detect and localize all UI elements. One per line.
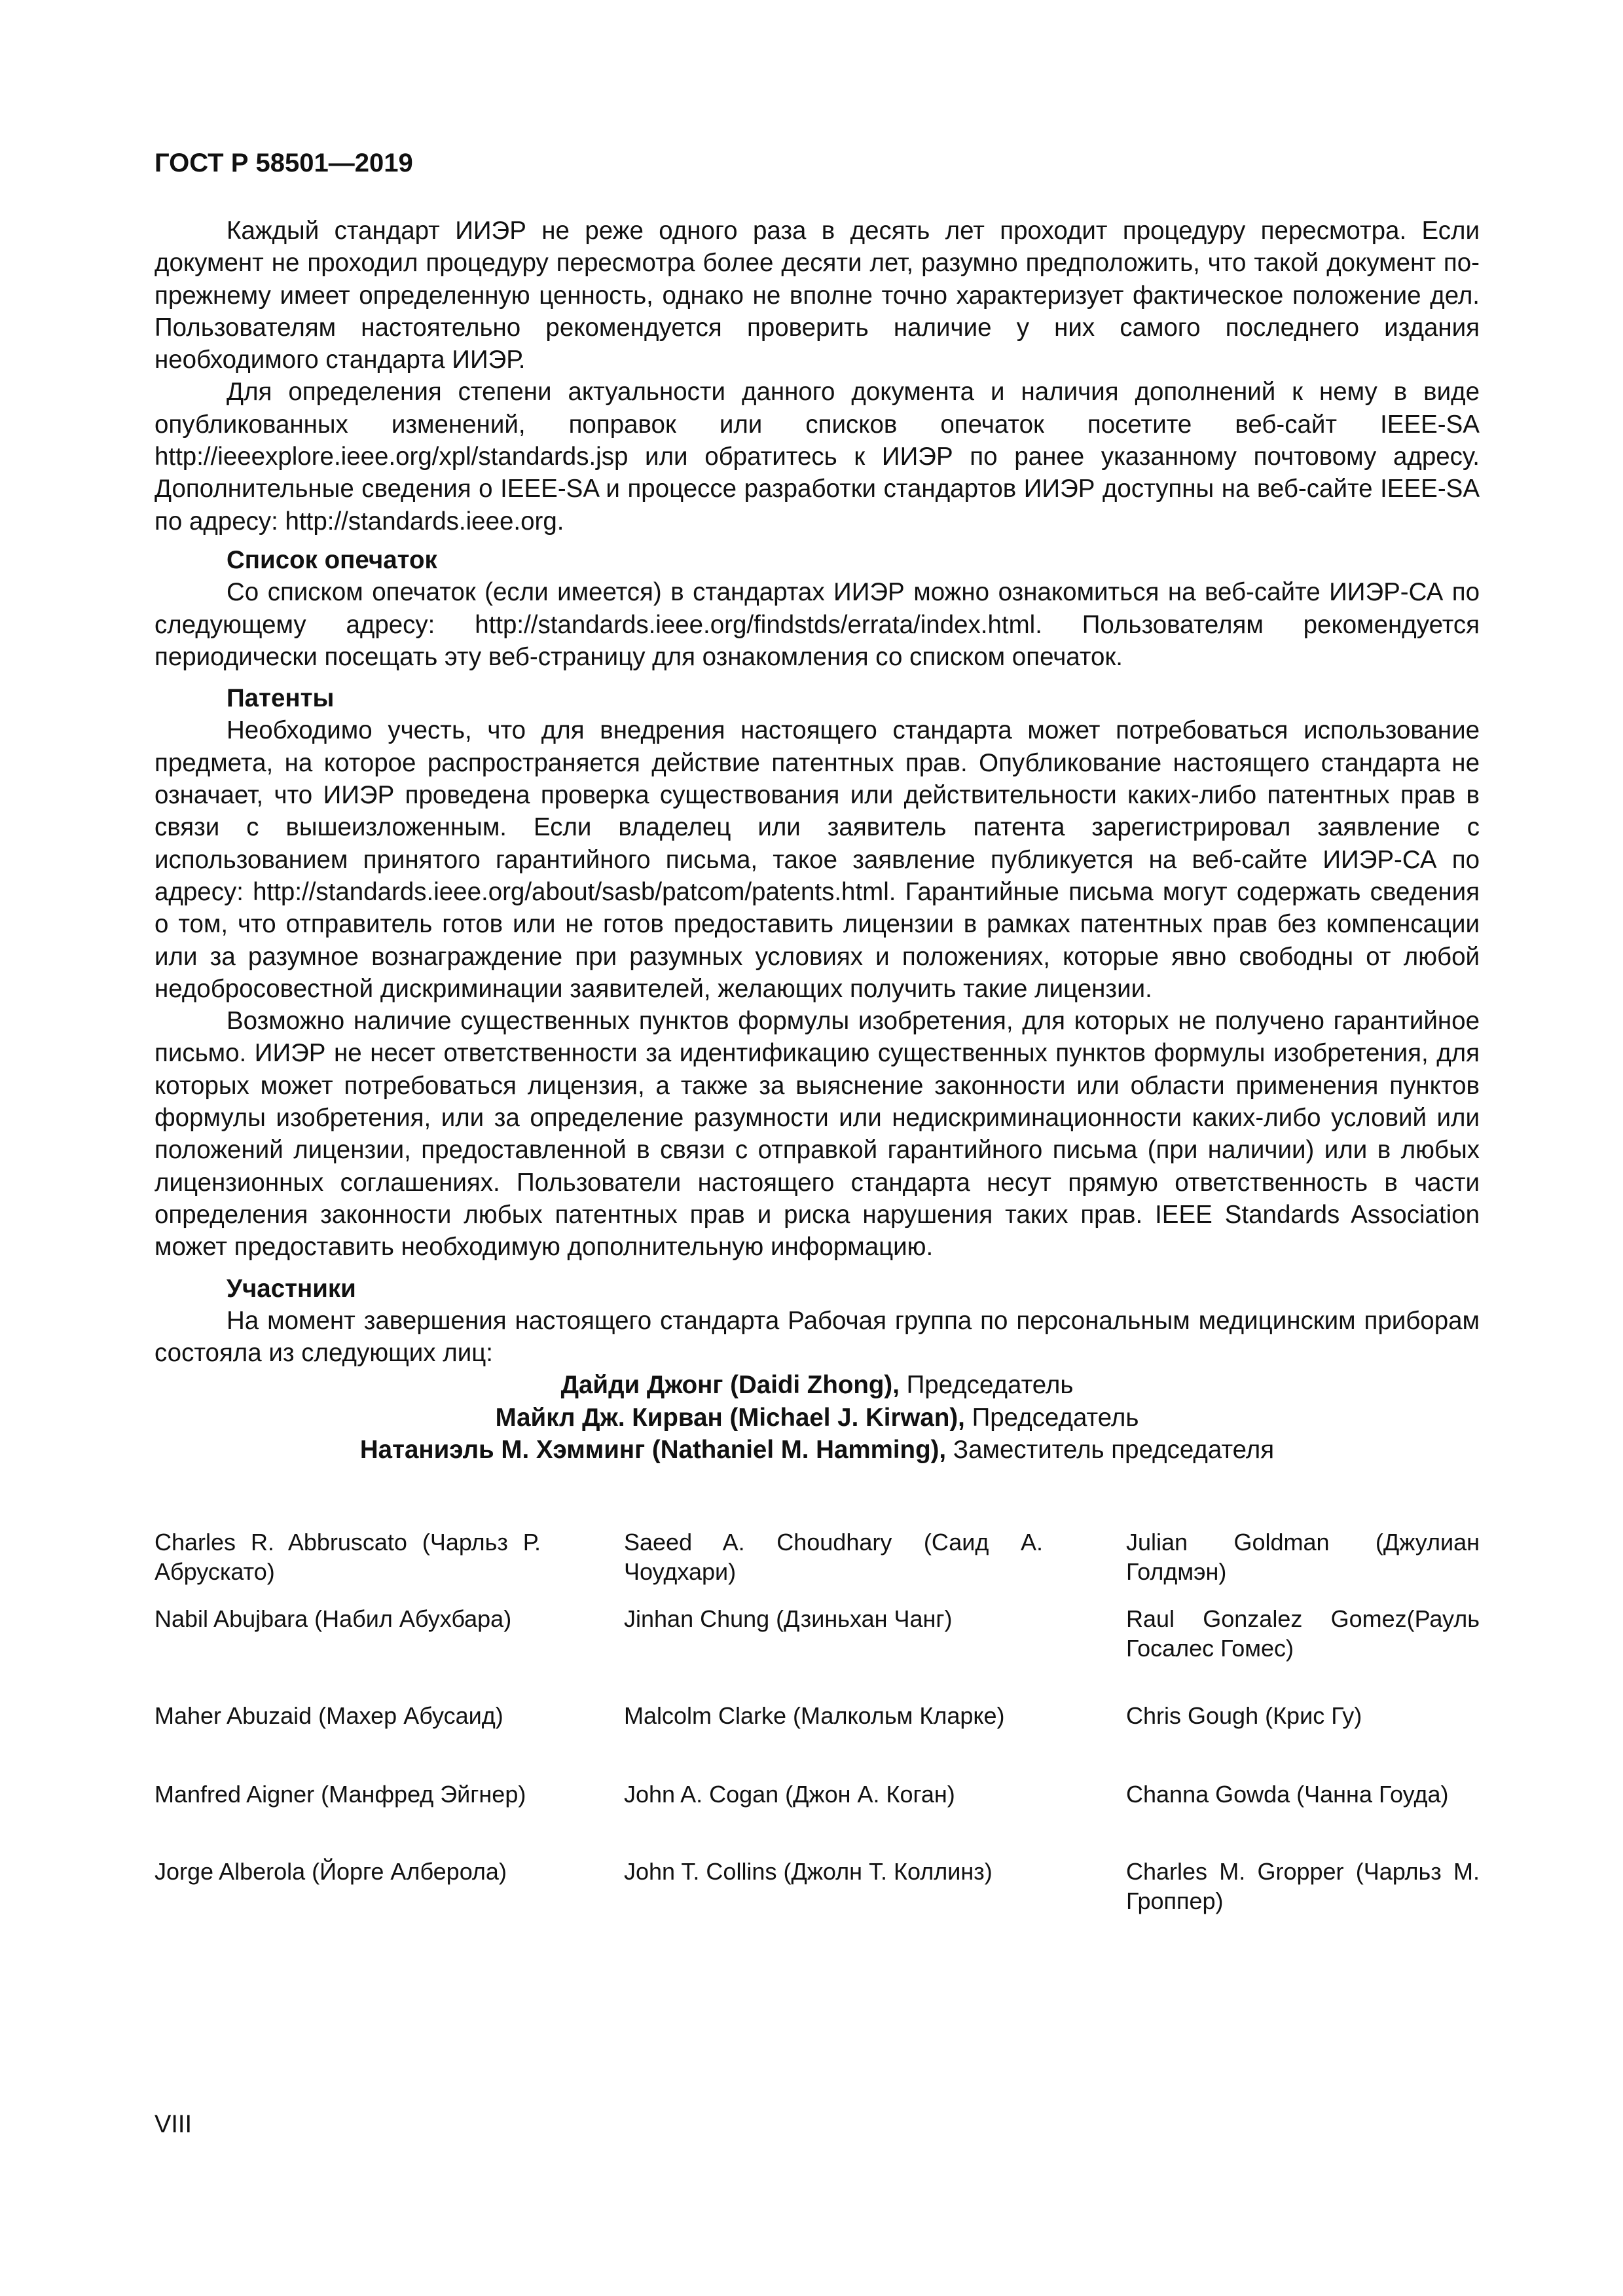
participant-name: Raul Gonzalez Gomez(Рауль Госалес Гомес) — [1126, 1605, 1480, 1662]
intro-paragraph-2: Для определения степени актуальности данного документа и наличия дополнений к нему в виде опубликованных изменений, поправок или списков опечаток посетите веб-сайт IEEE-SA http://ieeexplore.ieee.org/xpl/standards.jsp или обратитесь к ИИЭР по ранее указанному почтовому адресу. Дополнительные сведения о IEEE-SA и процессе разработки стандартов ИИЭР доступны на веб-сайте IEEE-SA по адресу: http://standards.ieee.org. — [155, 378, 1480, 536]
participant-name: Julian Goldman (Джулиан Голдмэн) — [1126, 1529, 1480, 1586]
patents-paragraph-2: Возможно наличие существенных пунктов формулы изобретения, для которых не получено гарантийное письмо. ИИЭР не несет ответственности за идентификацию существенных пунктов формулы изобретения, для которых может потребоваться лицензия, а также за выяснение законности или области применения пунктов формулы изобретения, или за определение разумности или недискриминационности каких-либо условий или положений лицензии, предоставленной в связи с отправкой гарантийного письма (при наличии) или в любых лицензионных соглашениях. Пользователи настоящего стандарта несут прямую ответственность в части определения законности любых патентных прав и риска нарушения таких прав. IEEE Standards Association может предоставить необходимую дополнительную информацию. — [155, 1007, 1480, 1262]
participant-name: Malcolm Clarke (Малкольм Кларке) — [624, 1702, 1005, 1730]
officer-name: Дайди Джонг (Daidi Zhong), — [560, 1371, 900, 1400]
officers-list — [155, 1369, 1480, 1466]
officer-name: Майкл Дж. Кирван (Michael J. Kirwan), — [495, 1403, 965, 1432]
intro-paragraph-1: Каждый стандарт ИИЭР не реже одного раза в десять лет проходит процедуру пересмотра. Если документ не проходил процедуру пересмотра более десяти лет, разумно предположить, что такой документ по-прежнему имеет определенную ценность, однако не вполне точно характеризует фактическое положение дел. Пользователям настоятельно рекомендуется проверить наличие у них самого последнего издания необходимого стандарта ИИЭР. — [155, 217, 1480, 374]
patents-paragraph-1: Необходимо учесть, что для внедрения настоящего стандарта может потребоваться использование предмета, на которое распространяется действие патентных прав. Опубликование настоящего стандарта не означает, что ИИЭР проведена проверка существования или действительности каких-либо патентных прав в связи с вышеизложенным. Если владелец или заявитель патента зарегистрировал заявление с использованием принятого гарантийного письма, такое заявление публикуется на веб-сайте ИИЭР-СА по адресу: http://standards.ieee.org/about/sasb/patcom/patents.html. Гарантийные письма могут содержать сведения о том, что отправитель готов или не готов предоставить лицензии в рамках патентных прав без компенсации или за разумное вознаграждение при разумных условиях и положениях, которые явно свободны от любой недобросовестной дискриминации заявителей, желающих получить такие лицензии. — [155, 716, 1480, 1003]
document-code: ГОСТ Р 58501—2019 — [155, 149, 413, 177]
participant-name: Channa Gowda (Чанна Гоуда) — [1126, 1781, 1449, 1808]
errata-paragraph: Со списком опечаток (если имеется) в стандартах ИИЭР можно ознакомиться на веб-сайте ИИЭР-СА по следующему адресу: http://standards.ieee.org/findstds/errata/index.html. Пользователям рекомендуется периодически посещать эту веб-страницу для ознакомления со списком опечаток. — [155, 578, 1480, 671]
officer-role: Председатель — [964, 1403, 1139, 1432]
document-body — [155, 215, 1480, 1369]
errata-heading: Список опечаток — [227, 545, 437, 574]
participant-name: Chris Gough (Крис Гу) — [1126, 1702, 1362, 1730]
participant-name: Saeed A. Choudhary (Саид А. Чоудхари) — [624, 1529, 1043, 1586]
officer-line — [155, 1369, 1480, 1401]
participants-grid — [155, 1527, 1480, 1922]
officer-line — [155, 1402, 1480, 1434]
participant-name: John A. Cogan (Джон А. Коган) — [624, 1781, 955, 1808]
participant-name: John T. Collins (Джолн Т. Коллинз) — [624, 1858, 993, 1886]
page-number: VIII — [155, 2111, 192, 2138]
officer-role: Заместитель председателя — [946, 1435, 1275, 1464]
participant-name: Charles R. Abbruscato (Чарльз Р. Абрускато) — [155, 1529, 541, 1586]
members-paragraph: На момент завершения настоящего стандарта Рабочая группа по персональным медицинским приборам состояла из следующих лиц: — [155, 1306, 1480, 1368]
officer-role: Председатель — [899, 1371, 1074, 1400]
officer-name: Натаниэль М. Хэмминг (Nathaniel M. Hamming), — [359, 1435, 947, 1464]
participant-name: Nabil Abujbara (Набил Абухбара) — [155, 1605, 512, 1633]
officer-line — [155, 1434, 1480, 1466]
participant-name: Jinhan Chung (Дзиньхан Чанг) — [624, 1605, 953, 1633]
members-heading: Участники — [227, 1274, 356, 1303]
document-page — [155, 145, 1480, 1922]
participant-name: Maher Abuzaid (Махер Абусаид) — [155, 1702, 503, 1730]
participant-name: Manfred Aigner (Манфред Эйгнер) — [155, 1781, 526, 1808]
patents-heading: Патенты — [227, 684, 335, 713]
participant-name: Charles M. Gropper (Чарльз М. Гроппер) — [1126, 1858, 1480, 1915]
participant-name: Jorge Alberola (Йорге Алберола) — [155, 1858, 507, 1886]
